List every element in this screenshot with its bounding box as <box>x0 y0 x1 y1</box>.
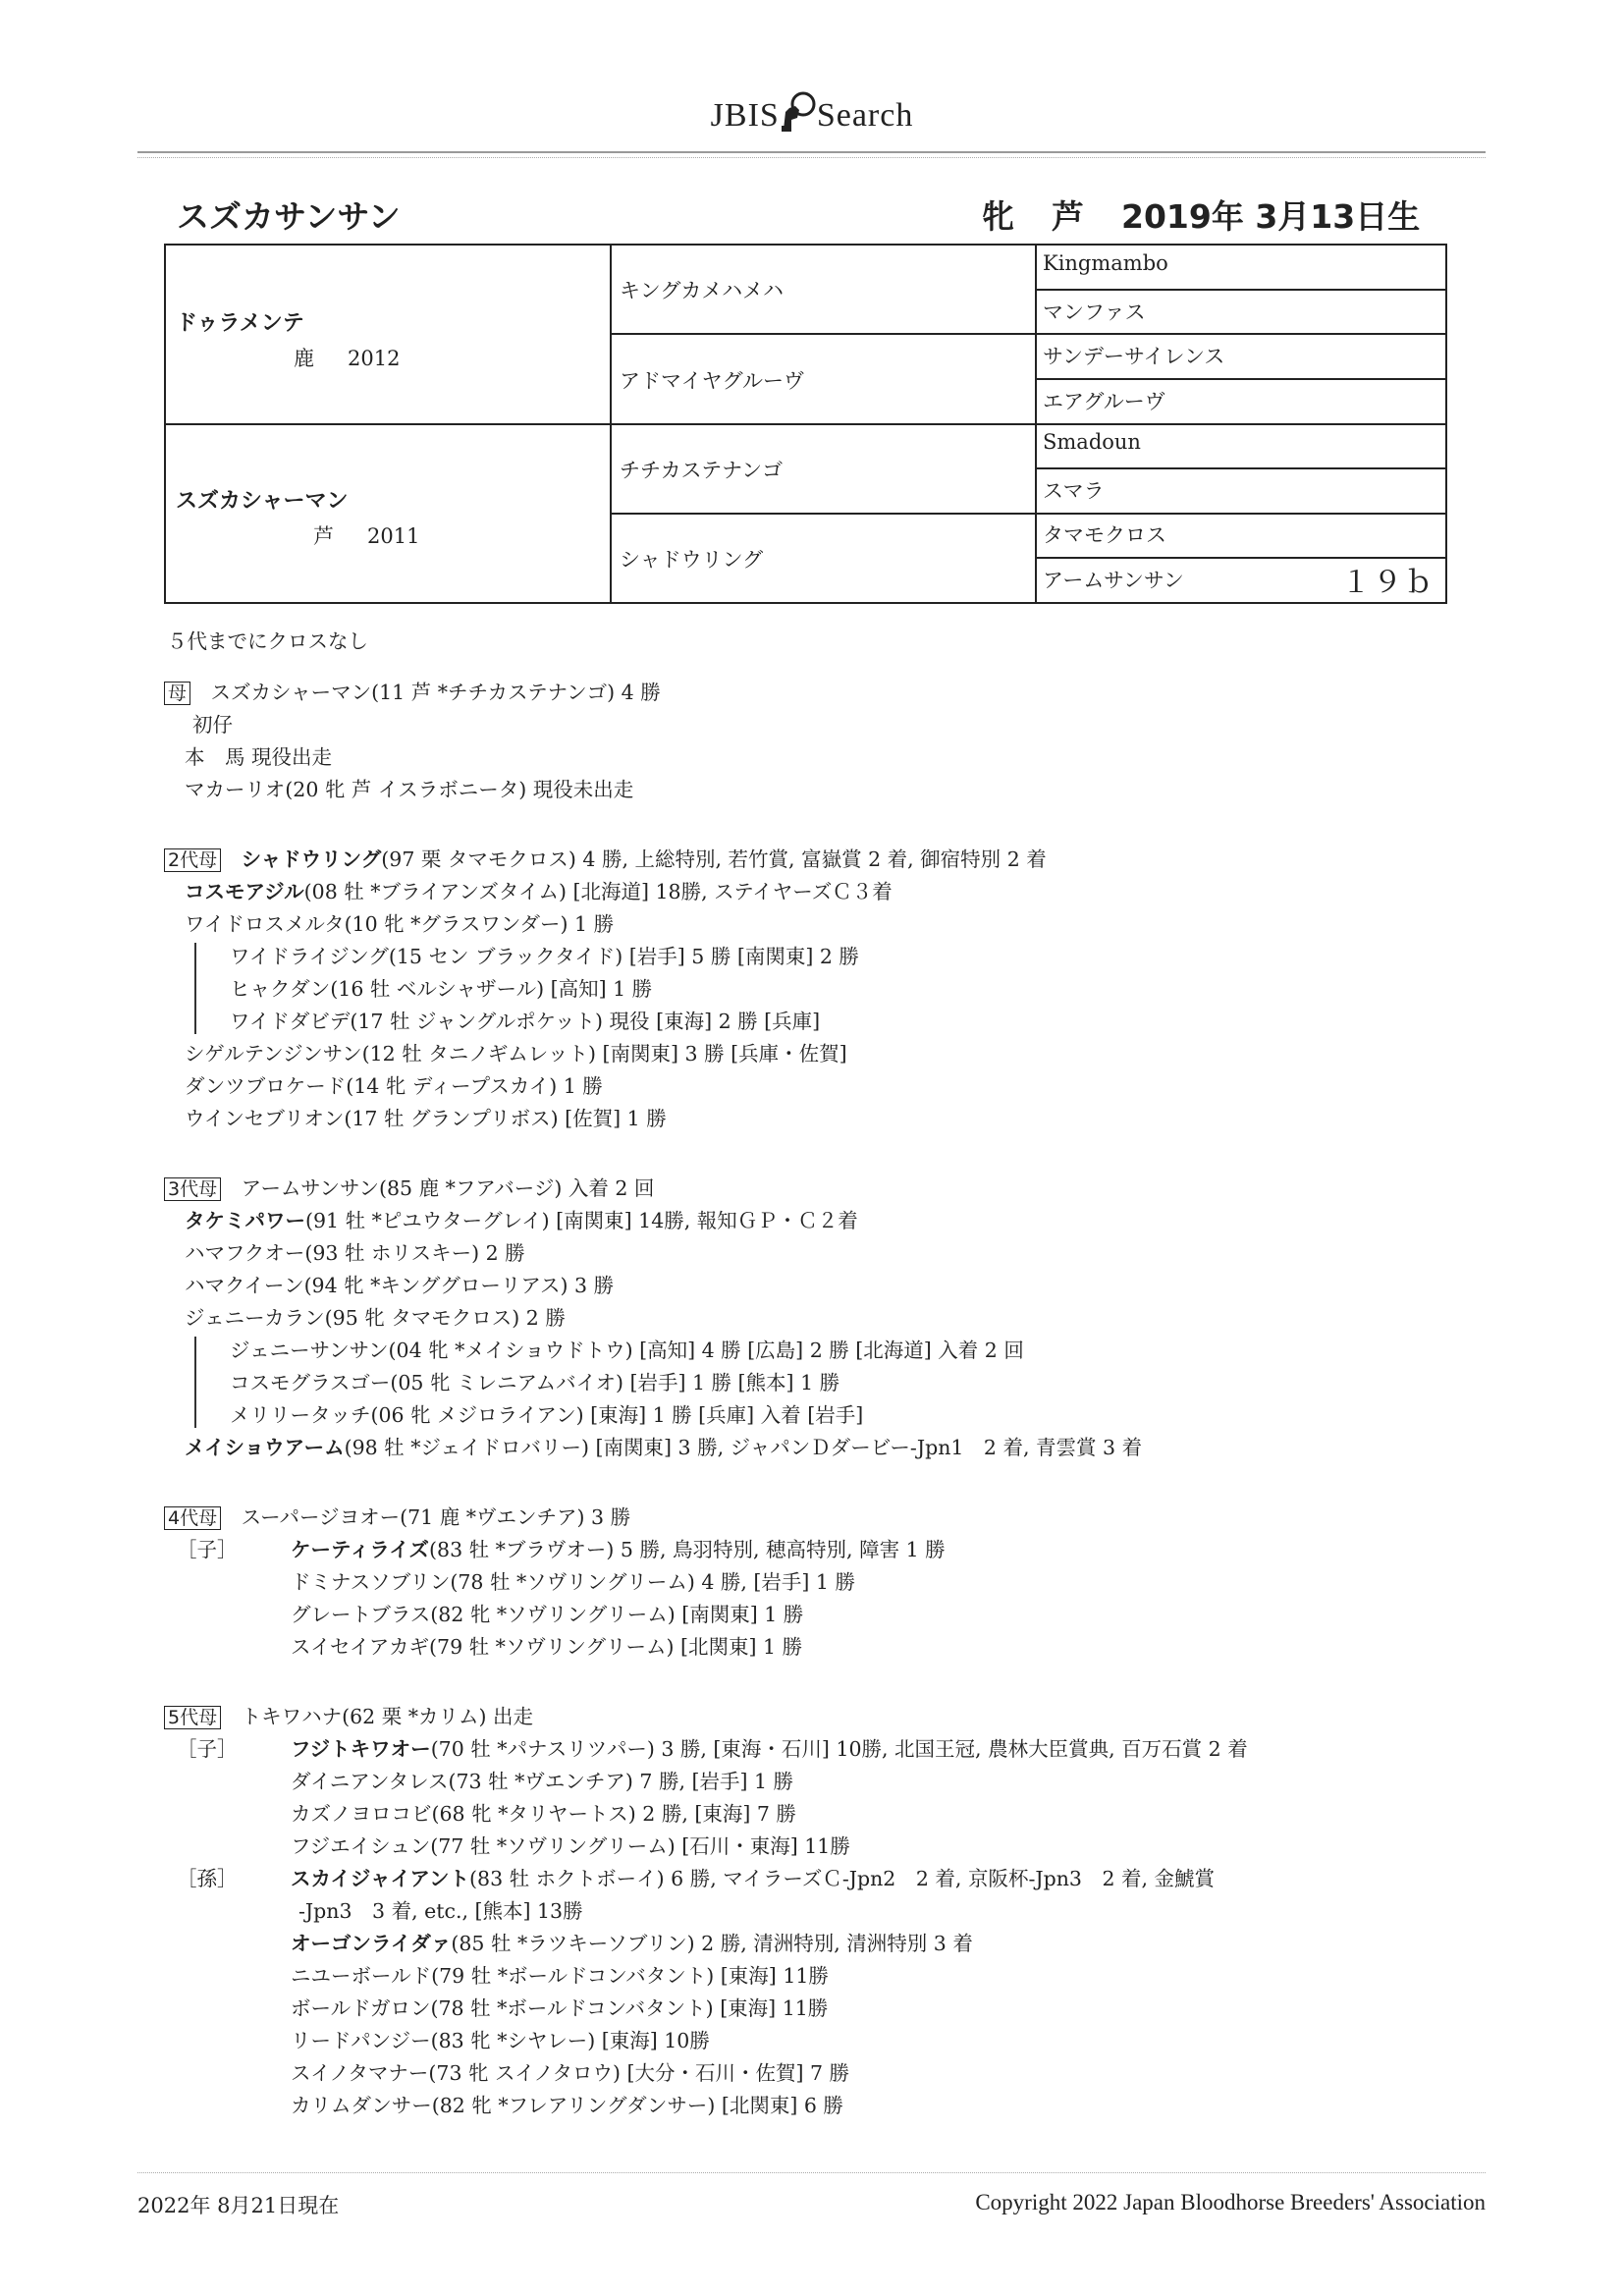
section-label: 母 <box>164 682 190 705</box>
list-item: ワイドロスメルタ(10 牝 *グラスワンダー) 1 勝 <box>185 912 615 936</box>
gen5-section-head: 5代母 トキワハナ(62 栗 *カリム) 出走 <box>164 1702 533 1732</box>
pedigree-gen3: エアグルーヴ <box>1043 390 1165 413</box>
list-item: マカーリオ(20 牝 芦 イスラボニータ) 現役未出走 <box>185 778 634 801</box>
list-item: スカイジャイアント(83 牡 ホクトボーイ) 6 勝, マイラーズＣ-Jpn2 2 着, 京阪杯-Jpn3 2 着, 金鯱賞 <box>291 1867 1216 1890</box>
gen2-section-head: 2代母 シャドウリング(97 栗 タマモクロス) 4 勝, 上総特別, 若竹賞, 富嶽賞 2 着, 御宿特別 2 着 <box>164 845 1047 875</box>
list-item: ダンツブロケード(14 牝 ディープスカイ) 1 勝 <box>185 1074 603 1098</box>
pedigree-divider <box>1035 378 1445 380</box>
pedigree-gen3: Smadoun <box>1043 430 1141 454</box>
list-item: フジエイシュン(77 牡 *ソヴリングリーム) [石川・東海] 11勝 <box>291 1834 850 1858</box>
grandchild-label: ［孫］ <box>177 1867 238 1890</box>
list-item: カリムダンサー(82 牝 *フレアリングダンサー) [北関東] 6 勝 <box>291 2094 843 2117</box>
pedigree-gen2: チチカステナンゴ <box>620 459 784 482</box>
list-item: ワイドダビデ(17 牡 ジャングルポケット) 現役 [東海] 2 勝 [兵庫] <box>230 1010 821 1033</box>
cross-note: ５代までにクロスなし <box>167 629 368 653</box>
list-item: ジェニーサンサン(04 牝 *メイショウドトウ) [高知] 4 勝 [広島] 2 勝 [北海道] 入着 2 回 <box>230 1339 1024 1362</box>
list-item: 本 馬 現役出走 <box>185 745 333 769</box>
list-item: ウインセブリオン(17 牡 グランプリボス) [佐賀] 1 勝 <box>185 1107 667 1130</box>
sire-year: 2012 <box>348 347 401 370</box>
dam-color: 芦 <box>313 524 334 548</box>
section-label: 3代母 <box>164 1177 221 1201</box>
list-item: 初仔 <box>192 713 233 737</box>
list-item: タケミパワー(91 牡 *ピユウターグレイ) [南関東] 14勝, 報知ＧＰ・Ｃ２着 <box>185 1209 858 1232</box>
sire-cell <box>176 306 400 372</box>
sire-name: ドゥラメンテ <box>176 311 304 336</box>
header-rule <box>137 151 1486 153</box>
list-item: ハマクイーン(94 牝 *キンググローリアス) 3 勝 <box>185 1274 615 1297</box>
list-item: シゲルテンジンサン(12 牡 タニノギムレット) [南関東] 3 勝 [兵庫・佐賀] <box>185 1042 847 1066</box>
list-item: グレートブラス(82 牝 *ソヴリングリーム) [南関東] 1 勝 <box>291 1603 804 1626</box>
pedigree-divider <box>610 333 1445 335</box>
footer-rule <box>137 2172 1486 2173</box>
pedigree-divider <box>1035 467 1445 469</box>
dam-year: 2011 <box>367 524 420 548</box>
list-item: ドミナスソブリン(78 牡 *ソヴリングリーム) 4 勝, [岩手] 1 勝 <box>291 1570 855 1594</box>
pedigree-gen3: サンデーサイレンス <box>1043 345 1225 368</box>
footer-date: 2022年 8月21日現在 <box>137 2194 340 2217</box>
dam-name: スズカシャーマン <box>176 489 349 514</box>
horse-color: 芦 <box>1052 197 1084 236</box>
child-label: ［子］ <box>177 1737 238 1761</box>
list-item: リードパンジー(83 牝 *シヤレー) [東海] 10勝 <box>291 2029 710 2052</box>
list-item: ケーティライズ(83 牡 *ブラヴオー) 5 勝, 鳥羽特別, 穂高特別, 障害 1 勝 <box>291 1538 946 1561</box>
list-item: オーゴンライダァ(85 牡 *ラツキーソブリン) 2 勝, 清洲特別, 清洲特別 3 着 <box>291 1932 973 1955</box>
footer-copyright: Copyright 2022 Japan Bloodhorse Breeders' Association <box>975 2190 1486 2214</box>
pedigree-gen2: キングカメハメハ <box>620 279 784 302</box>
list-item: ボールドガロン(78 牡 *ボールドコンバタント) [東海] 11勝 <box>291 1996 829 2020</box>
list-item: ハマフクオー(93 牡 ホリスキー) 2 勝 <box>185 1241 525 1265</box>
pedigree-gen2: アドマイヤグルーヴ <box>620 369 804 393</box>
list-item: ジェニーカラン(95 牝 タマモクロス) 2 勝 <box>185 1306 566 1330</box>
section-label: 4代母 <box>164 1506 221 1530</box>
list-item: ワイドライジング(15 セン ブラックタイド) [岩手] 5 勝 [南関東] 2 勝 <box>230 945 859 968</box>
pedigree-gen3: マンファス <box>1043 301 1146 324</box>
horse-sex: 牝 <box>982 197 1014 236</box>
pedigree-divider <box>1035 289 1445 291</box>
list-item: ヒャクダン(16 牡 ベルシャザール) [高知] 1 勝 <box>230 977 653 1001</box>
list-item: メイショウアーム(98 牡 *ジェイドロバリー) [南関東] 3 勝, ジャパンＤダービー-Jpn1 2 着, 青雲賞 3 着 <box>185 1436 1143 1459</box>
pedigree-divider <box>166 423 1445 425</box>
logo-text-search: Search <box>816 97 914 134</box>
list-item: カズノヨロコビ(68 牝 *タリヤートス) 2 勝, [東海] 7 勝 <box>291 1802 796 1826</box>
section-label: 5代母 <box>164 1706 221 1729</box>
horse-info <box>982 191 1420 238</box>
jbis-search-logo <box>0 90 1624 135</box>
list-item: コスモグラスゴー(05 牝 ミレニアムバイオ) [岩手] 1 勝 [熊本] 1 勝 <box>230 1371 840 1394</box>
list-item: -Jpn3 3 着, etc., [熊本] 13勝 <box>298 1899 583 1923</box>
pedigree-divider <box>610 513 1445 515</box>
list-item: スイセイアカギ(79 牡 *ソヴリングリーム) [北関東] 1 勝 <box>291 1635 803 1659</box>
list-item: メリリータッチ(06 牝 メジロライアン) [東海] 1 勝 [兵庫] 入着 [岩手] <box>230 1403 864 1427</box>
list-item: スイノタマナー(73 牝 スイノタロウ) [大分・石川・佐賀] 7 勝 <box>291 2061 850 2085</box>
horse-name: スズカサンサン <box>177 197 401 236</box>
list-item: フジトキワオー(70 牡 *パナスリツパー) 3 勝, [東海・石川] 10勝, 北国王冠, 農林大臣賞典, 百万石賞 2 着 <box>291 1737 1248 1761</box>
pedigree-table <box>164 244 1447 604</box>
sire-color: 鹿 <box>294 347 314 370</box>
horse-birth: 2019年 3月13日生 <box>1121 197 1421 236</box>
list-item: ニユーボールド(79 牡 *ボールドコンバタント) [東海] 11勝 <box>291 1964 829 1988</box>
pedigree-gen3: スマラ <box>1043 479 1105 503</box>
logo-text-jbis: JBIS <box>710 97 780 134</box>
gen3-section-head: 3代母 アームサンサン(85 鹿 *フアバージ) 入着 2 回 <box>164 1174 654 1204</box>
family-bracket <box>194 1337 196 1428</box>
list-item: ダイニアンタレス(73 牡 *ヴエンチア) 7 勝, [岩手] 1 勝 <box>291 1770 794 1793</box>
dam-section-head: 母 スズカシャーマン(11 芦 *チチカステナンゴ) 4 勝 <box>164 678 661 708</box>
horse-magnifier-icon <box>780 90 817 132</box>
gen4-section-head: 4代母 スーパージヨオー(71 鹿 *ヴエンチア) 3 勝 <box>164 1503 630 1533</box>
pedigree-gen3: Kingmambo <box>1043 251 1168 275</box>
header-rule-dotted <box>137 157 1486 158</box>
pedigree-gen3: タマモクロス <box>1043 523 1166 547</box>
list-item: コスモアジル(08 牡 *ブライアンズタイム) [北海道] 18勝, ステイヤーズＣ３着 <box>185 880 893 903</box>
section-label: 2代母 <box>164 848 221 872</box>
family-number: １９ｂ <box>1341 566 1435 600</box>
pedigree-gen2: シャドウリング <box>620 548 764 572</box>
dam-cell <box>176 484 419 550</box>
pedigree-gen3: アームサンサン <box>1043 569 1184 592</box>
family-bracket <box>194 943 196 1034</box>
child-label: ［子］ <box>177 1538 238 1561</box>
